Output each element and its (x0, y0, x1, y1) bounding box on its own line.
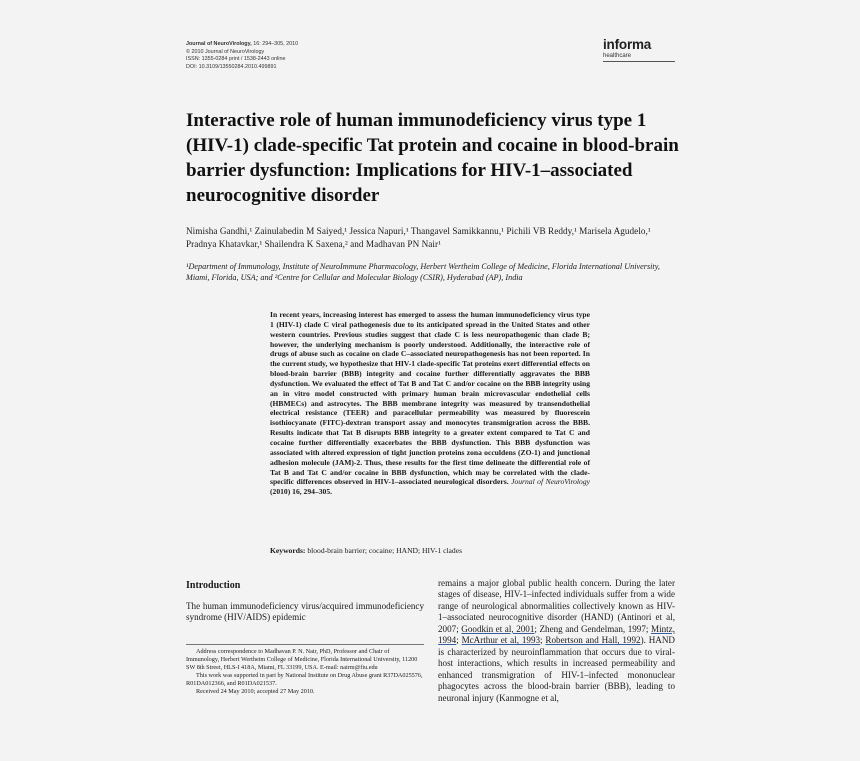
logo-rule (603, 61, 675, 62)
ref-link-goodkin[interactable]: Goodkin et al, 2001 (461, 623, 535, 634)
publisher-logo (603, 38, 675, 62)
ref-sep-2: ; (540, 635, 546, 646)
article-title: Interactive role of human immunodeficiency virus type 1 (HIV-1) clade-specific Tat protein and cocaine in blood-brain barrier dysfunction: Implications for HIV-1–associated neurocognitive disorder (186, 110, 679, 206)
ref-link-robertson[interactable]: Robertson and Hall, 1992 (545, 635, 641, 646)
abstract (270, 310, 590, 497)
intro-right-column (438, 578, 675, 704)
journal-header (186, 41, 298, 71)
affiliations: ¹Department of Immunology, Institute of NeuroImmune Pharmacology, Herbert Wertheim College of Medicine, Florida International University, Miami, Florida, USA; and ²Centre for Cellular and Molecular Biology (CSIR), Hyderabad (AP), India (186, 262, 660, 282)
issn-line: ISSN: 1355-0284 print / 1538-2443 online (186, 56, 286, 63)
abstract-text: In recent years, increasing interest has emerged to assess the human immunodeficiency virus type 1 (HIV-1) clade C viral pathogenesis due to its anticipated spread in the United States and other western countries. Previous studies suggest that clade C is less neuropathogenic than clade B; however, the underlying mechanism is poorly understood. Additionally, the interactive role of drugs of abuse such as cocaine on clade C–associated neuropathogenesis has not been reported. In the current study, we hypothesize that HIV-1 clade-specific Tat proteins exert differential effects on blood-brain barrier (BBB) integrity and cocaine further differentially aggravates the BBB dysfunction. We evaluated the effect of Tat B and Tat C and/or cocaine on the BBB integrity using an in vitro model constructed with primary human brain microvascular endothelial cells (HBMECs) and astrocytes. The BBB membrane integrity was measured by transendothelial electrical resistance (TEER) and paracellular permeability was measured by fluorescein isothiocyanate (FITC)-dextran transport assay and monocytes transmigration across the BBB. Results indicate that Tat B disrupts BBB integrity to a greater extent compared to Tat C and cocaine further differentially exacerbates the BBB dysfunction. This BBB dysfunction was associated with altered expression of tight junction proteins zona occuldens (ZO-1) and junctional adhesion molecule (JAM)-2. Thus, these results for the first time delineate the differential role of Tat B and Tat C and/or cocaine in BBB dysfunction, which may be correlated with the clade-specific differences observed in HIV-1–associated neurological disorders. (270, 310, 591, 487)
logo-name: informa (603, 37, 652, 52)
ref-link-mcarthur[interactable]: McArthur et al, 1993 (461, 635, 541, 646)
ref-sep-1: ; (456, 635, 462, 646)
intro-left-column: The human immunodeficiency virus/acquired immunodeficiency syndrome (HIV/AIDS) epidemic (186, 601, 424, 623)
abstract-journal-cite: (2010) 16, 294–305. (270, 487, 333, 497)
doi-line: DOI: 10.3109/13550284.2010.499891 (186, 63, 277, 70)
intro-text-1: remains a major global public health concern. During the later stages of disease, HIV-1–infected individuals suffer from a wide range of neurological abnormalities collectively known as HIV-1–associated neurocognitive disorder (HAND) (Antinori et al, 2007; (438, 578, 675, 634)
footnote-address: Address correspondence to Madhavan P. N. Nair, PhD, Professor and Chair of Immunology, Herbert Wertheim College of Medicine, Florida International University, 11200 SW 8th Street, HLS-I 418A, Miami, FL 33199, USA. E-mail: nairm@fiu.edu (186, 648, 418, 672)
keywords-label: Keywords: (270, 546, 306, 555)
intro-text-3: ). HAND is characterized by neuroinflammation that occurs due to viral-host interactions, which results in increased permeability and enhanced transmigration of HIV-1–infected mononuclear phagocytes across the blood-brain barrier (BBB), leading to neuronal injury (Kanmogne et al, (438, 635, 675, 703)
logo-subtitle: healthcare (603, 53, 632, 59)
journal-citation: 16: 294–305, 2010 (251, 41, 299, 47)
author-list: Nimisha Gandhi,¹ Zainulabedin M Saiyed,¹ Jessica Napuri,¹ Thangavel Samikkannu,¹ Pichili VB Reddy,¹ Marisela Agudelo,¹ Pradnya Khatavkar,¹ Shailendra K Saxena,² and Madhavan PN Nair¹ (186, 226, 651, 250)
ref-link-mintz[interactable]: Mintz, 1994 (438, 623, 675, 646)
footnote-support: This work was supported in part by National Institute on Drug Abuse grant R37DA025576, R01DA012366, and R01DA021537. (186, 672, 423, 688)
intro-text-2: ; Zheng and Gendelman, 1997; (534, 623, 651, 634)
keywords-text: blood-brain barrier; cocaine; HAND; HIV-1 clades (305, 546, 463, 555)
section-heading-introduction: Introduction (186, 580, 241, 591)
journal-name: Journal of NeuroVirology, (186, 41, 252, 47)
copyright-line: © 2010 Journal of NeuroVirology (186, 48, 265, 55)
keywords (270, 546, 590, 556)
footnote-block (186, 644, 424, 697)
footnote-dates: Received 24 May 2010; accepted 27 May 2010. (196, 688, 315, 696)
abstract-journal-ref: Journal of NeuroVirology (511, 477, 590, 487)
